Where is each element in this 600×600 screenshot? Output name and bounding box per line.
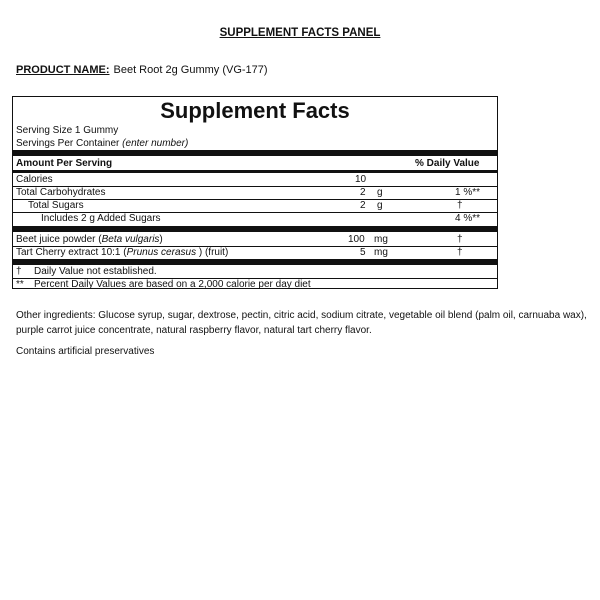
servings-per-container — [16, 138, 188, 149]
footnote-double-asterisk-symbol: ** — [16, 279, 24, 290]
ingredient-dv-beet-juice: † — [457, 234, 463, 245]
footnote-dagger-symbol: † — [16, 266, 22, 277]
nutrient-unit-total-sugars: g — [377, 200, 383, 211]
ingredient-name-text: ) (fruit) — [196, 247, 229, 258]
ingredient-name-text: Beet juice powder ( — [16, 234, 102, 245]
ingredient-name-text: ) — [159, 234, 163, 245]
thick-divider-middle — [13, 226, 497, 232]
ingredient-dv-tart-cherry: † — [457, 247, 463, 258]
nutrient-amount-total-carbohydrates: 2 — [360, 187, 366, 198]
row-divider — [13, 199, 497, 200]
ingredient-latin-name: Beta vulgaris — [101, 234, 160, 245]
servings-per-container-value: (enter number) — [122, 138, 189, 149]
nutrient-name-calories: Calories — [16, 174, 53, 185]
ingredient-name-tart-cherry — [16, 247, 228, 258]
daily-value-header: % Daily Value — [415, 158, 480, 169]
serving-size: Serving Size 1 Gummy — [16, 125, 119, 136]
ingredient-amount-beet-juice: 100 — [348, 234, 365, 245]
thick-divider-top — [13, 150, 497, 156]
ingredient-latin-name: Prunus cerasus — [126, 247, 197, 258]
thick-divider-bottom — [13, 259, 497, 265]
page-heading: SUPPLEMENT FACTS PANEL — [219, 27, 381, 39]
ingredient-unit-tart-cherry: mg — [374, 247, 388, 258]
other-ingredients: Other ingredients: Glucose syrup, sugar, dextrose, pectin, citric acid, sodium citrate, vegetable oil blend (palm oil, carnuaba wax), purple carrot juice concentrate, natural raspberry flavor, natural tart cherry flavor. — [16, 310, 587, 336]
product-name-label: PRODUCT NAME: — [16, 64, 110, 76]
nutrient-name-total-carbohydrates: Total Carbohydrates — [16, 187, 106, 198]
supplement-facts-panel — [12, 96, 498, 289]
nutrient-dv-added-sugars: 4 %** — [455, 213, 481, 224]
ingredient-unit-beet-juice: mg — [374, 234, 388, 245]
contains-statement: Contains artificial preservatives — [16, 346, 155, 357]
nutrient-dv-total-sugars: † — [457, 200, 463, 211]
footnote-double-asterisk-text: Percent Daily Values are based on a 2,000 calorie per day diet — [34, 279, 311, 290]
product-name-value: Beet Root 2g Gummy (VG-177) — [113, 64, 268, 76]
panel-title: Supplement Facts — [160, 98, 350, 123]
nutrient-name-total-sugars: Total Sugars — [28, 200, 84, 211]
nutrient-name-added-sugars: Includes 2 g Added Sugars — [41, 213, 161, 224]
amount-per-serving-header: Amount Per Serving — [16, 158, 113, 169]
footnote-dagger-text: Daily Value not established. — [34, 266, 157, 277]
header-divider — [13, 170, 497, 173]
product-name-line — [16, 64, 268, 76]
ingredient-amount-tart-cherry: 5 — [360, 247, 366, 258]
nutrient-unit-total-carbohydrates: g — [377, 187, 383, 198]
nutrient-amount-total-sugars: 2 — [360, 200, 366, 211]
nutrient-amount-calories: 10 — [355, 174, 367, 185]
servings-per-container-label: Servings Per Container — [16, 138, 120, 149]
nutrient-dv-total-carbohydrates: 1 %** — [455, 187, 481, 198]
ingredient-name-beet-juice — [16, 234, 163, 245]
ingredient-name-text: Tart Cherry extract 10:1 ( — [16, 247, 127, 258]
